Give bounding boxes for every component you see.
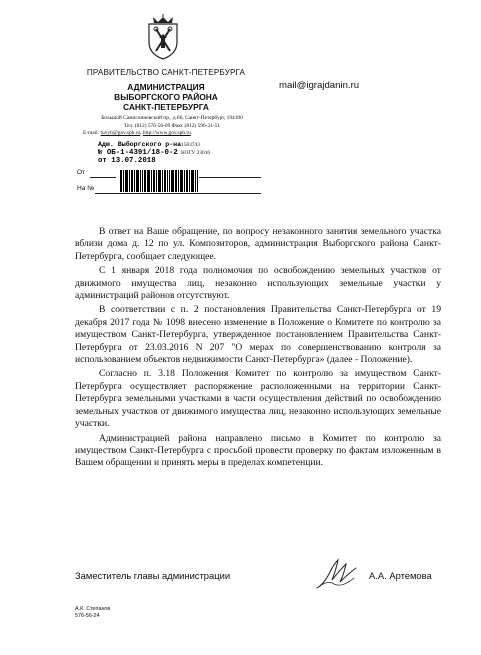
body-paragraph-1: В ответ на Ваше обращение, по вопросу незаконного занятия земельного участка вблизи дома д. 12 по ул. Композиторов, администрация Выборгского района Санкт-Петербурга, сообщает следующее. xyxy=(75,226,441,262)
st-petersburg-coat-of-arms-icon xyxy=(145,14,181,60)
handwritten-signature-icon xyxy=(314,558,360,590)
from-field-line xyxy=(90,177,116,178)
from-label: От xyxy=(77,169,86,176)
letterhead-address-block xyxy=(77,115,267,138)
email-web-line xyxy=(77,130,267,138)
recipient-email: mail@igrajdanin.ru xyxy=(279,80,360,91)
letter-body xyxy=(75,226,441,472)
stamp-code-2: КОГУ 23010 xyxy=(181,150,211,157)
stamp-office: Адм. Выборгского р-на xyxy=(98,141,182,148)
stamp-codes xyxy=(181,141,210,157)
email-prefix: E-mail: xyxy=(83,130,101,137)
admin-line-1: АДМИНИСТРАЦИЯ xyxy=(127,82,205,92)
government-title: ПРАВИТЕЛЬСТВО САНКТ-ПЕТЕРБУРГА xyxy=(86,68,246,77)
registration-stamp xyxy=(98,141,181,166)
number-label: На № xyxy=(77,185,95,192)
phone-line: Тел. (812) 576-56-09 Факс (812) 596-31-51 xyxy=(123,122,221,129)
number-field-line xyxy=(95,193,261,194)
executor-block xyxy=(75,606,110,620)
email-link[interactable]: tuvyb@gov.spb.ru xyxy=(100,130,141,137)
admin-line-2: ВЫБОРГСКОГО РАЙОНА xyxy=(114,92,218,102)
stamp-date: от 13.07.2018 xyxy=(98,157,156,166)
body-paragraph-4: Согласно п. 3.18 Положения Комитет по контролю за имуществом Санкт-Петербурга осуществляет распоряжение расположенными на территории Санкт-Петербурга земельными участками в части осуществления действий по освобождению земельных участков от движимого имущества лиц, незаконно использующих земельные участки. xyxy=(75,368,441,430)
barcode-icon xyxy=(120,170,198,192)
web-separator: , xyxy=(140,130,143,137)
address-line: Большой Сампсониевский пр., д.86, Санкт-Петербург, 194100 xyxy=(101,115,243,121)
body-paragraph-2: С 1 января 2018 года полномочия по освобождению земельных участков от движимого имущества лиц, незаконно использующих земельные участки у администраций районов отсутствуют. xyxy=(75,265,441,302)
executor-name: А.К. Степанов xyxy=(75,606,111,612)
admin-line-3: САНКТ-ПЕТЕРБУРГА xyxy=(123,102,209,112)
signer-position: Заместитель главы администрации xyxy=(75,570,231,581)
stamp-number: № ОБ-1-4391/18-0-2 xyxy=(98,149,178,158)
from-date-line xyxy=(199,177,261,178)
stamp-code-1: 1583743 xyxy=(181,142,200,148)
executor-phone: 576-56-24 xyxy=(75,613,100,619)
signer-name: А.А. Артемова xyxy=(369,570,432,581)
administration-title xyxy=(66,82,266,112)
website-link[interactable]: http://www.gov.spb.ru xyxy=(142,130,191,137)
body-paragraph-5: Администрацией района направлено письмо в Комитет по контролю за имуществом Санкт-Петербурга с просьбой провести проверку по фактам изложенным в Вашем обращении и принять меры в пределах компетенции. xyxy=(75,432,441,469)
body-paragraph-3: В соответствии с п. 2 постановления Правительства Санкт-Петербурга от 19 декабря 2017 года № 1098 внесено изменение в Положение о Комитете по контролю за имуществом Санкт-Петербурга, утвержденное постановлением Правительства Санкт-Петербурга от 23.03.2016 N 207 "О мерах по совершенствованию контроля за использованием объектов недвижимости Санкт-Петербурга» (далее - Положение). xyxy=(75,304,441,366)
